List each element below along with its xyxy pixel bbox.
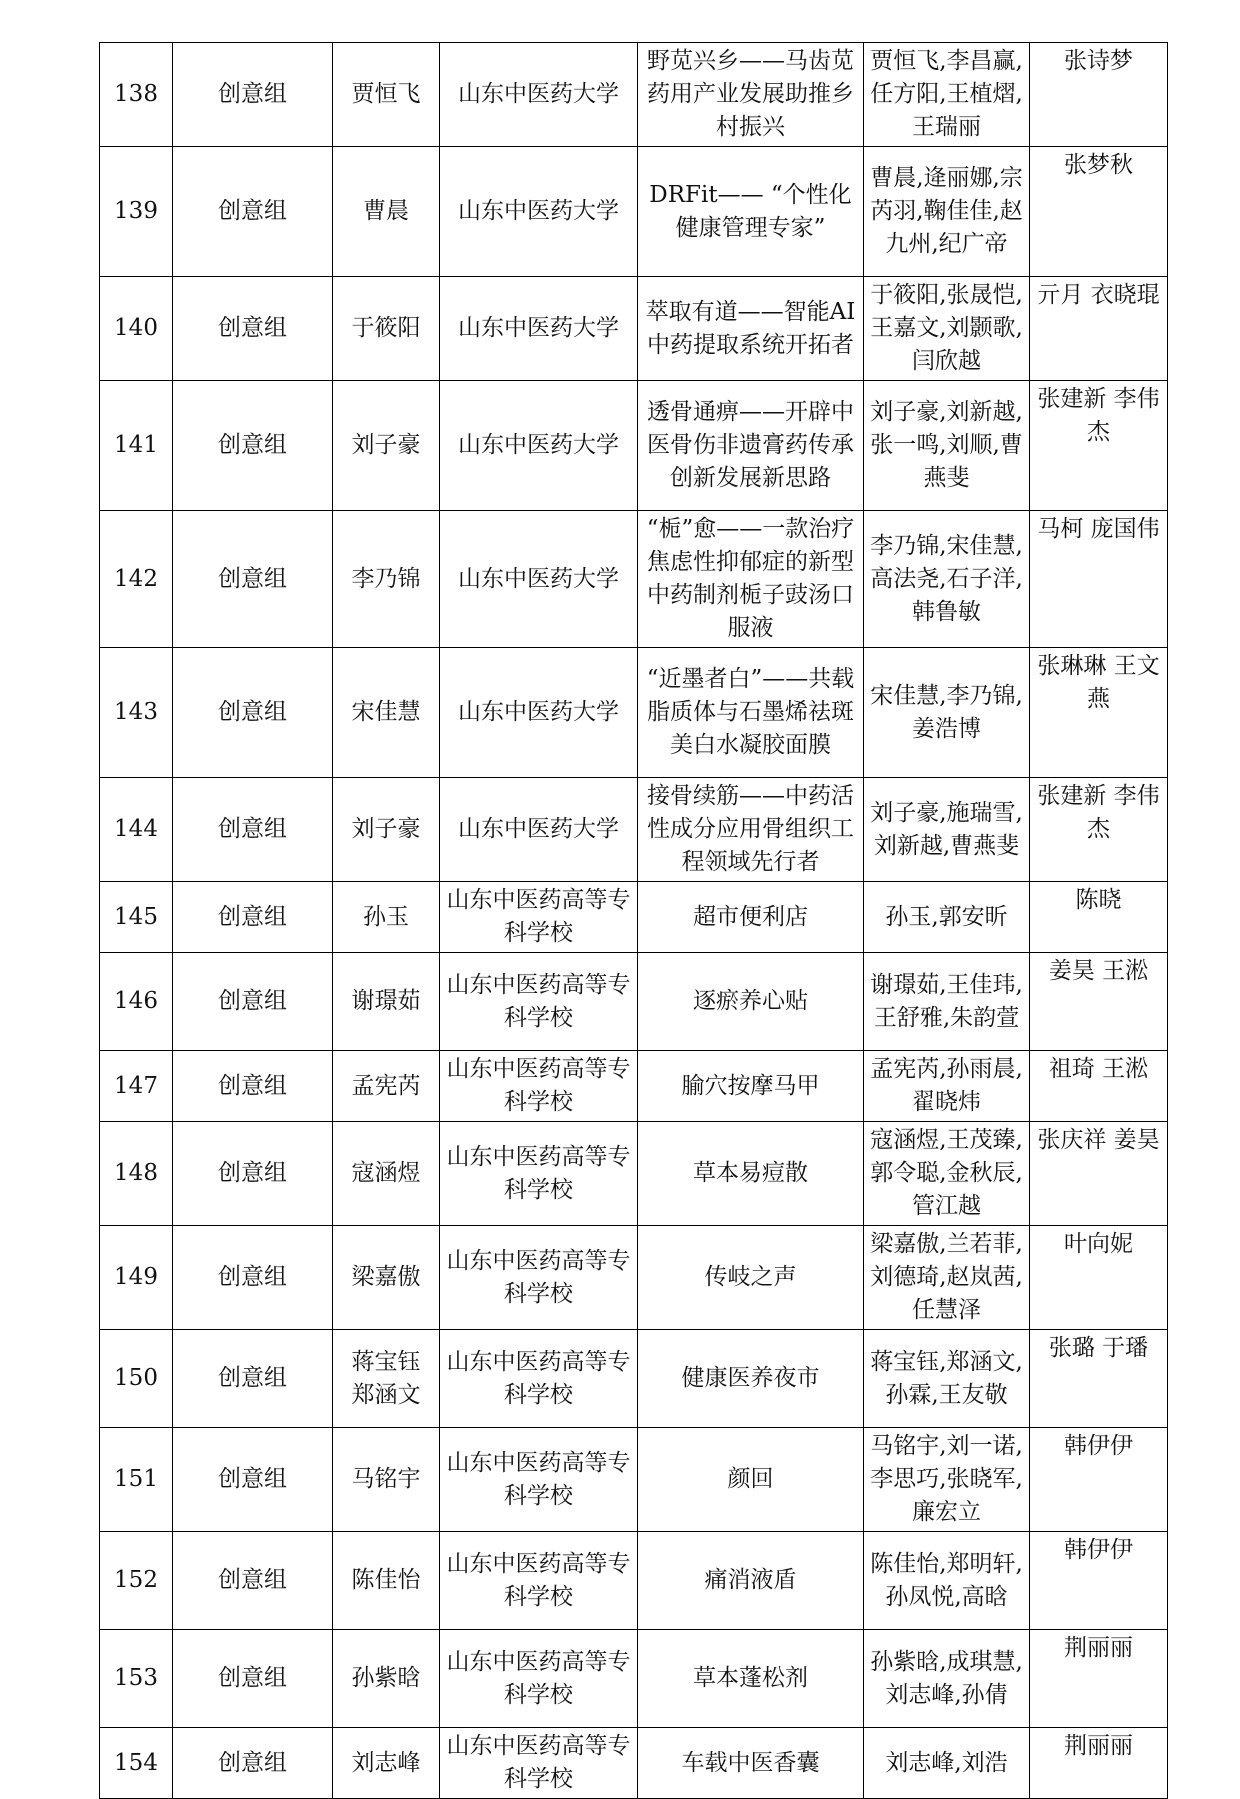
leader-cell: 马铭宇 (333, 1428, 440, 1532)
table-row (100, 953, 1168, 1051)
mentor-cell: 张建新 李伟杰 (1030, 381, 1168, 511)
mentor-cell: 韩伊伊 (1030, 1532, 1168, 1630)
project-cell: 草本蓬松剂 (638, 1630, 864, 1728)
leader-cell: 梁嘉傲 (333, 1226, 440, 1330)
school-cell: 山东中医药大学 (440, 778, 638, 882)
group-cell: 创意组 (173, 1728, 333, 1799)
table-row (100, 511, 1168, 648)
school-cell: 山东中医药高等专科学校 (440, 882, 638, 953)
members-cell: 刘子豪,施瑞雪,刘新越,曹燕斐 (864, 778, 1030, 882)
project-cell: 腧穴按摩马甲 (638, 1051, 864, 1122)
row-number-cell: 150 (100, 1330, 173, 1428)
mentor-cell: 马柯 庞国伟 (1030, 511, 1168, 648)
table-row (100, 778, 1168, 882)
project-cell: 车载中医香囊 (638, 1728, 864, 1799)
table-row (100, 277, 1168, 381)
row-number-cell: 142 (100, 511, 173, 648)
row-number-cell: 149 (100, 1226, 173, 1330)
project-cell: “栀”愈——一款治疗焦虑性抑郁症的新型中药制剂栀子豉汤口服液 (638, 511, 864, 648)
group-cell: 创意组 (173, 1122, 333, 1226)
group-cell: 创意组 (173, 277, 333, 381)
members-cell: 谢璟茹,王佳玮,王舒雅,朱韵萱 (864, 953, 1030, 1051)
leader-cell: 陈佳怡 (333, 1532, 440, 1630)
school-cell: 山东中医药高等专科学校 (440, 953, 638, 1051)
project-cell: 萃取有道——智能AI中药提取系统开拓者 (638, 277, 864, 381)
project-cell: 超市便利店 (638, 882, 864, 953)
leader-cell: 寇涵煜 (333, 1122, 440, 1226)
table-row (100, 1428, 1168, 1532)
mentor-cell: 张诗梦 (1030, 43, 1168, 147)
group-cell: 创意组 (173, 648, 333, 778)
project-cell: DRFit—— “个性化健康管理专家” (638, 147, 864, 277)
members-cell: 于筱阳,张晟恺,王嘉文,刘颢歌,闫欣越 (864, 277, 1030, 381)
mentor-cell: 亓月 衣晓琨 (1030, 277, 1168, 381)
leader-cell: 宋佳慧 (333, 648, 440, 778)
school-cell: 山东中医药大学 (440, 147, 638, 277)
school-cell: 山东中医药大学 (440, 511, 638, 648)
school-cell: 山东中医药大学 (440, 277, 638, 381)
leader-cell: 于筱阳 (333, 277, 440, 381)
school-cell: 山东中医药高等专科学校 (440, 1051, 638, 1122)
mentor-cell: 张梦秋 (1030, 147, 1168, 277)
row-number-cell: 138 (100, 43, 173, 147)
group-cell: 创意组 (173, 147, 333, 277)
school-cell: 山东中医药高等专科学校 (440, 1428, 638, 1532)
members-cell: 马铭宇,刘一诺,李思巧,张晓军,廉宏立 (864, 1428, 1030, 1532)
school-cell: 山东中医药高等专科学校 (440, 1532, 638, 1630)
school-cell: 山东中医药高等专科学校 (440, 1330, 638, 1428)
mentor-cell: 张庆祥 姜昊 (1030, 1122, 1168, 1226)
members-cell: 孙玉,郭安昕 (864, 882, 1030, 953)
leader-cell: 孙紫晗 (333, 1630, 440, 1728)
mentor-cell: 荆丽丽 (1030, 1728, 1168, 1799)
table-row (100, 1226, 1168, 1330)
project-cell: 颜回 (638, 1428, 864, 1532)
leader-cell: 孟宪芮 (333, 1051, 440, 1122)
members-cell: 陈佳怡,郑明轩,孙凤悦,高晗 (864, 1532, 1030, 1630)
table-row (100, 1728, 1168, 1799)
row-number-cell: 153 (100, 1630, 173, 1728)
group-cell: 创意组 (173, 511, 333, 648)
project-cell: “近墨者白”——共载脂质体与石墨烯祛斑美白水凝胶面膜 (638, 648, 864, 778)
row-number-cell: 141 (100, 381, 173, 511)
table-row (100, 648, 1168, 778)
members-cell: 李乃锦,宋佳慧,高法尧,石子洋,韩鲁敏 (864, 511, 1030, 648)
group-cell: 创意组 (173, 43, 333, 147)
group-cell: 创意组 (173, 882, 333, 953)
leader-cell: 蒋宝钰 郑涵文 (333, 1330, 440, 1428)
project-cell: 健康医养夜市 (638, 1330, 864, 1428)
mentor-cell: 陈晓 (1030, 882, 1168, 953)
members-cell: 梁嘉傲,兰若菲,刘德琦,赵岚茜,任慧泽 (864, 1226, 1030, 1330)
mentor-cell: 韩伊伊 (1030, 1428, 1168, 1532)
leader-cell: 谢璟茹 (333, 953, 440, 1051)
leader-cell: 孙玉 (333, 882, 440, 953)
members-cell: 刘志峰,刘浩 (864, 1728, 1030, 1799)
table-row (100, 381, 1168, 511)
members-cell: 寇涵煜,王茂臻,郭令聪,金秋辰,管江越 (864, 1122, 1030, 1226)
members-cell: 贾恒飞,李昌赢,任方阳,王植熠,王瑞丽 (864, 43, 1030, 147)
group-cell: 创意组 (173, 778, 333, 882)
table-row (100, 147, 1168, 277)
table-row (100, 1122, 1168, 1226)
school-cell: 山东中医药大学 (440, 381, 638, 511)
mentor-cell: 姜昊 王淞 (1030, 953, 1168, 1051)
group-cell: 创意组 (173, 953, 333, 1051)
row-number-cell: 139 (100, 147, 173, 277)
project-cell: 草本易痘散 (638, 1122, 864, 1226)
leader-cell: 刘子豪 (333, 778, 440, 882)
members-cell: 刘子豪,刘新越,张一鸣,刘顺,曹燕斐 (864, 381, 1030, 511)
row-number-cell: 148 (100, 1122, 173, 1226)
group-cell: 创意组 (173, 381, 333, 511)
row-number-cell: 143 (100, 648, 173, 778)
project-cell: 透骨通痹——开辟中医骨伤非遗膏药传承创新发展新思路 (638, 381, 864, 511)
award-list-table (99, 42, 1168, 1799)
group-cell: 创意组 (173, 1051, 333, 1122)
row-number-cell: 146 (100, 953, 173, 1051)
leader-cell: 刘志峰 (333, 1728, 440, 1799)
table-row (100, 43, 1168, 147)
mentor-cell: 叶向妮 (1030, 1226, 1168, 1330)
leader-cell: 李乃锦 (333, 511, 440, 648)
school-cell: 山东中医药高等专科学校 (440, 1226, 638, 1330)
school-cell: 山东中医药大学 (440, 648, 638, 778)
row-number-cell: 140 (100, 277, 173, 381)
mentor-cell: 张琳琳 王文燕 (1030, 648, 1168, 778)
group-cell: 创意组 (173, 1428, 333, 1532)
mentor-cell: 荆丽丽 (1030, 1630, 1168, 1728)
members-cell: 孟宪芮,孙雨晨,翟晓炜 (864, 1051, 1030, 1122)
members-cell: 宋佳慧,李乃锦,姜浩博 (864, 648, 1030, 778)
row-number-cell: 147 (100, 1051, 173, 1122)
project-cell: 接骨续筋——中药活性成分应用骨组织工程领域先行者 (638, 778, 864, 882)
school-cell: 山东中医药高等专科学校 (440, 1122, 638, 1226)
group-cell: 创意组 (173, 1630, 333, 1728)
table-body (100, 43, 1168, 1799)
group-cell: 创意组 (173, 1532, 333, 1630)
row-number-cell: 144 (100, 778, 173, 882)
school-cell: 山东中医药高等专科学校 (440, 1630, 638, 1728)
school-cell: 山东中医药高等专科学校 (440, 1728, 638, 1799)
members-cell: 孙紫晗,成琪慧,刘志峰,孙倩 (864, 1630, 1030, 1728)
project-cell: 传岐之声 (638, 1226, 864, 1330)
group-cell: 创意组 (173, 1330, 333, 1428)
table-row (100, 1532, 1168, 1630)
row-number-cell: 152 (100, 1532, 173, 1630)
table-row (100, 1630, 1168, 1728)
row-number-cell: 154 (100, 1728, 173, 1799)
table-row (100, 1330, 1168, 1428)
members-cell: 曹晨,逄丽娜,宗芮羽,鞠佳佳,赵九州,纪广帝 (864, 147, 1030, 277)
table-row (100, 882, 1168, 953)
school-cell: 山东中医药大学 (440, 43, 638, 147)
mentor-cell: 张璐 于璠 (1030, 1330, 1168, 1428)
project-cell: 逐瘀养心贴 (638, 953, 864, 1051)
project-cell: 野苋兴乡——马齿苋药用产业发展助推乡村振兴 (638, 43, 864, 147)
group-cell: 创意组 (173, 1226, 333, 1330)
leader-cell: 刘子豪 (333, 381, 440, 511)
mentor-cell: 张建新 李伟杰 (1030, 778, 1168, 882)
mentor-cell: 祖琦 王淞 (1030, 1051, 1168, 1122)
leader-cell: 曹晨 (333, 147, 440, 277)
row-number-cell: 145 (100, 882, 173, 953)
leader-cell: 贾恒飞 (333, 43, 440, 147)
table-row (100, 1051, 1168, 1122)
row-number-cell: 151 (100, 1428, 173, 1532)
members-cell: 蒋宝钰,郑涵文,孙霖,王友敬 (864, 1330, 1030, 1428)
project-cell: 痛消液盾 (638, 1532, 864, 1630)
